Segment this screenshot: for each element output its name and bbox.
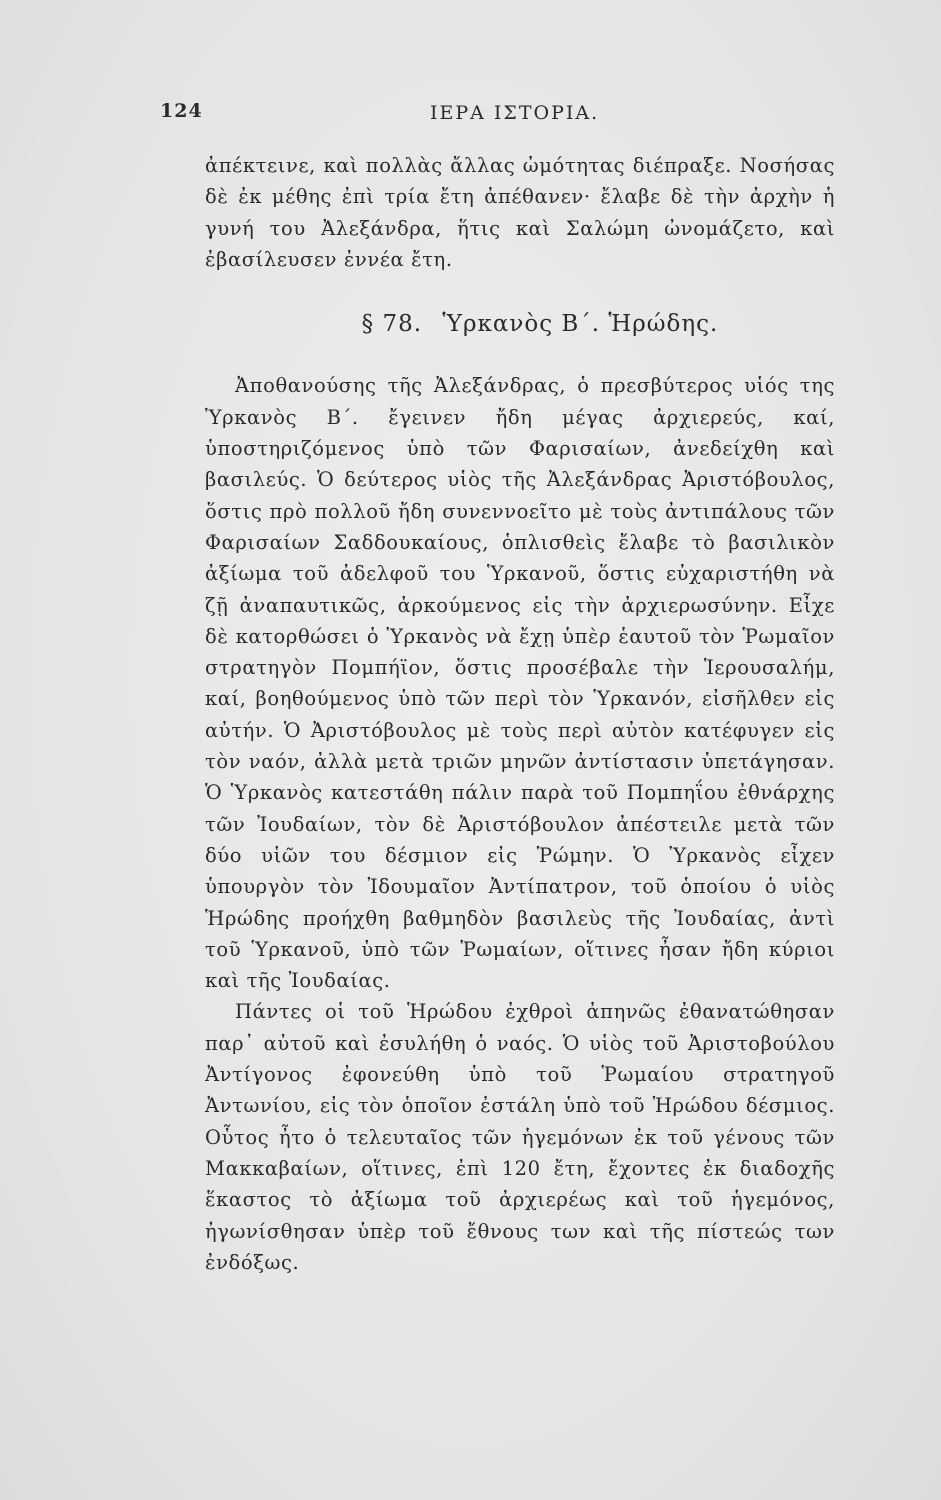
section-title: Ὑρκανὸς Β΄. Ἡρώδης. [442,311,719,338]
paragraph-1: Ἀποθανούσης τῆς Ἀλεξάνδρας, ὁ πρεσβύτερος υἱός της Ὑρκανὸς Β΄. ἔγεινεν ἤδη μέγας ἀρχιερεύς, καί, ὑποστηριζόμενος ὑπὸ τῶν Φαρισαίων, ἀνεδείχθη καὶ βασιλεύς. Ὁ δεύτερος υἱὸς τῆς Ἀλεξάνδρας Ἀριστόβουλος, ὅστις πρὸ πολλοῦ ἤδη συνεννοεῖτο μὲ τοὺς ἀντιπάλους τῶν Φαρισαίων Σαδδουκαίους, ὁπλισθεὶς ἔλαβε τὸ βασιλικὸν ἀξίωμα τοῦ ἀδελφοῦ του Ὑρκανοῦ, ὅστις εὐχαριστήθη νὰ ζῇ ἀναπαυτικῶς, ἀρκούμενος εἰς τὴν ἀρχιερωσύνην. Εἶχε δὲ κατορθώσει ὁ Ὑρκανὸς νὰ ἔχῃ ὑπὲρ ἑαυτοῦ τὸν Ῥωμαῖον στρατηγὸν Πομπήϊον, ὅστις προσέβαλε τὴν Ἱερουσαλήμ, καί, βοηθούμενος ὑπὸ τῶν περὶ τὸν Ὑρκανόν, εἰσῆλθεν εἰς αὐτήν. Ὁ Ἀριστόβουλος μὲ τοὺς περὶ αὐτὸν κατέφυγεν εἰς τὸν ναόν, ἀλλὰ μετὰ τριῶν μηνῶν ἀντίστασιν ὑπετάγησαν. Ὁ Ὑρκανὸς κατεστάθη πάλιν παρὰ τοῦ Πομπηΐου ἐθνάρχης τῶν Ἰουδαίων, τὸν δὲ Ἀριστόβουλον ἀπέστειλε μετὰ τῶν δύο υἱῶν του δέσμιον εἰς Ῥώμην. Ὁ Ὑρκανὸς εἶχεν ὑπουργὸν τὸν Ἰδουμαῖον Ἀντίπατρον, τοῦ ὁποίου ὁ υἱὸς Ἡρώδης προήχθη βαθμηδὸν βασιλεὺς τῆς Ἰουδαίας, ἀντὶ τοῦ Ὑρκανοῦ, ὑπὸ τῶν Ῥωμαίων, οἵτινες ἦσαν ἤδη κύριοι καὶ τῆς Ἰουδαίας. [205,374,835,993]
page-header [160,100,860,132]
paragraph-intro: ἀπέκτεινε, καὶ πολλὰς ἄλλας ὠμότητας διέπραξε. Νοσήσας δὲ ἐκ μέθης ἐπὶ τρία ἔτη ἀπέθανεν· ἔλαβε δὲ τὴν ἀρχὴν ἡ γυνή του Ἀλεξάνδρα, ἥτις καὶ Σαλώμη ὠνομάζετο, καὶ ἐβασίλευσεν ἐννέα ἔτη. [205,154,835,271]
paragraph-2: Πάντες οἱ τοῦ Ἡρώδου ἐχθροὶ ἀπηνῶς ἐθανατώθησαν παρ᾿ αὐτοῦ καὶ ἐσυλήθη ὁ ναός. Ὁ υἱὸς τοῦ Ἀριστοβούλου Ἀντίγονος ἐφονεύθη ὑπὸ τοῦ Ῥωμαίου στρατηγοῦ Ἀντωνίου, εἰς τὸν ὁποῖον ἐστάλη ὑπὸ τοῦ Ἡρώδου δέσμιος. Οὗτος ἦτο ὁ τελευταῖος τῶν ἡγεμόνων ἐκ τοῦ γένους τῶν Μακκαβαίων, οἵτινες, ἐπὶ 120 ἔτη, ἔχοντες ἐκ διαδοχῆς ἕκαστος τὸ ἀξίωμα τοῦ ἀρχιερέως καὶ τοῦ ἡγεμόνος, ἠγωνίσθησαν ὑπὲρ τοῦ ἔθνους των καὶ τῆς πίστεώς των ἐνδόξως. [205,1000,835,1274]
page-number: 124 [160,100,203,122]
main-text [205,150,835,1278]
section-heading [205,309,835,340]
running-head: ΙΕΡΑ ΙΣΤΟΡΙΑ. [430,102,600,124]
section-number: § 78. [361,311,423,338]
